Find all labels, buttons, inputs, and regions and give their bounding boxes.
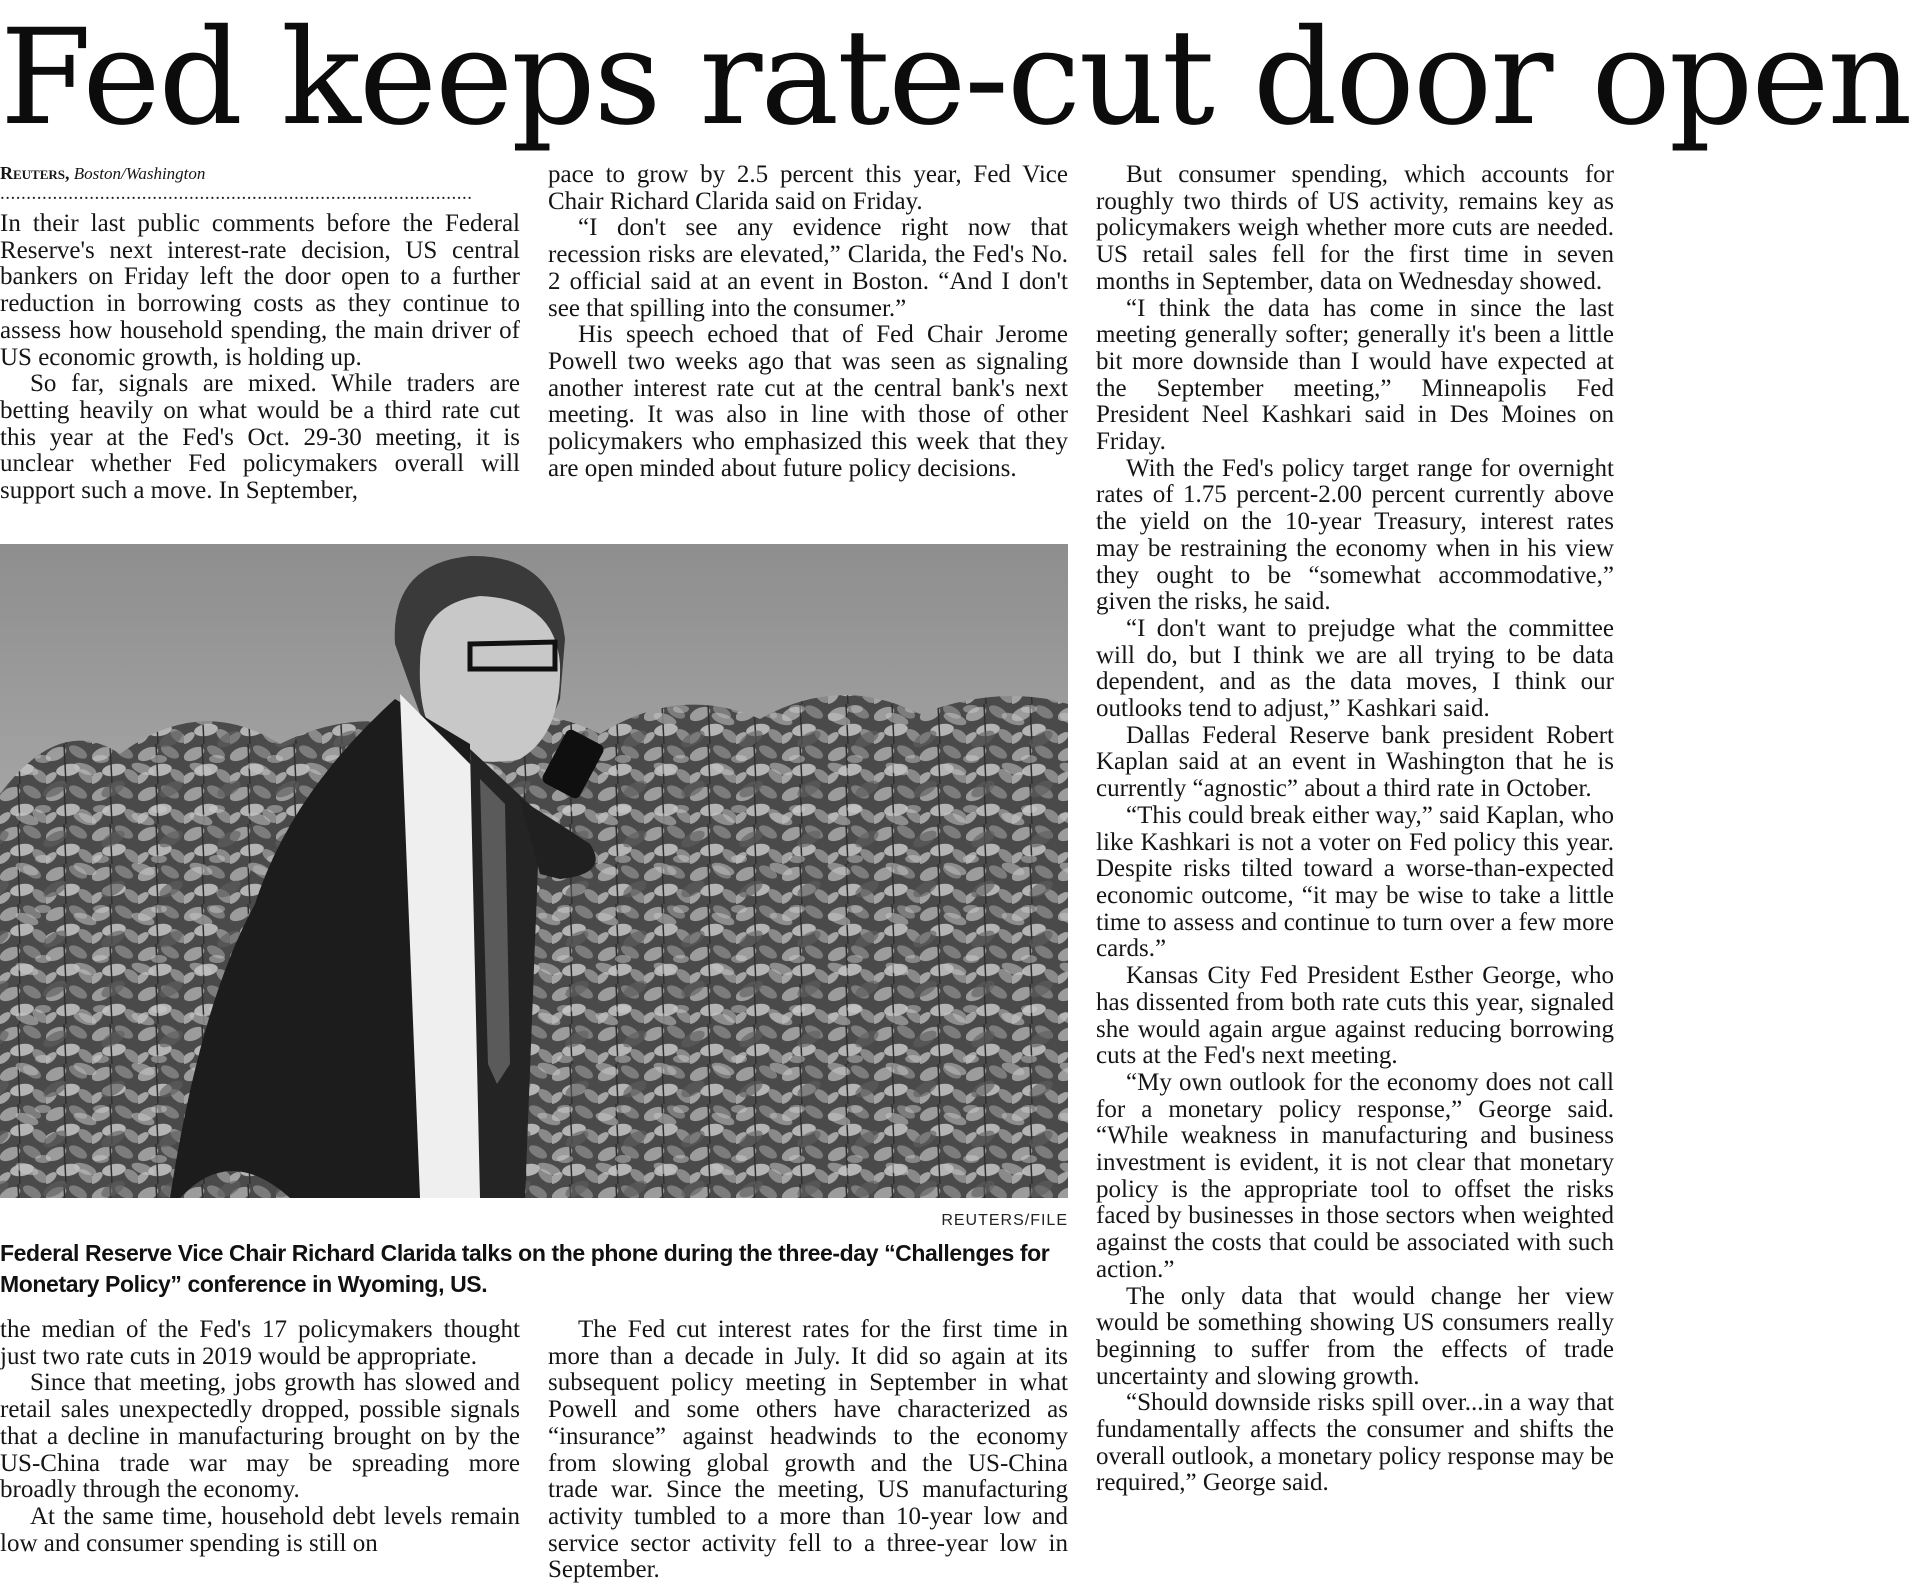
paragraph: But consumer spending, which accounts for roughly two thirds of US activity, remains key as policymakers weigh whether more cuts are needed. US retail sales fell for the first time in seven months in September, data on Wednesday showed. bbox=[1096, 161, 1614, 295]
paragraph: Since that meeting, jobs growth has slowed and retail sales unexpectedly dropped, possible signals that a decline in manufacturing brought on by the US-China trade war may be spreading more broadly through the economy. bbox=[0, 1369, 520, 1504]
article-column-2 bbox=[548, 162, 1068, 482]
paragraph: “My own outlook for the economy does not call for a monetary policy response,” George said. “While weakness in manufacturing and business investment is evident, it is not clear that monetary policy is the appropriate tool to offset the risks faced by businesses in those sectors when weighted against the costs that could be associated with such action.” bbox=[1096, 1068, 1614, 1283]
byline-agency: Reuters, bbox=[0, 163, 70, 183]
article-column-3 bbox=[1096, 162, 1614, 1497]
paragraph: “This could break either way,” said Kaplan, who like Kashkari is not a voter on Fed policy this year. Despite risks tilted toward a worse-than-expected economic outcome, “it may be wise to take a little time to assess and continue to turn over a few more cards.” bbox=[1096, 801, 1614, 963]
paragraph: At the same time, household debt levels remain low and consumer spending is still on bbox=[0, 1502, 520, 1557]
photo-credit: REUTERS/FILE bbox=[941, 1212, 1068, 1229]
news-photo bbox=[0, 544, 1068, 1198]
article-column-4 bbox=[0, 1317, 520, 1557]
paragraph: “I don't want to prejudge what the committee will do, but I think we are all trying to be data dependent, and as the data moves, I think our outlooks tend to adjust,” Kashkari said. bbox=[1096, 614, 1614, 723]
paragraph: Kansas City Fed President Esther George, who has dissented from both rate cuts this year, signaled she would again argue against reducing borrowing cuts at the Fed's next meeting. bbox=[1096, 962, 1614, 1070]
byline bbox=[0, 162, 520, 185]
article-column-5 bbox=[548, 1317, 1068, 1584]
paragraph: With the Fed's policy target range for overnight rates of 1.75 percent-2.00 percent currently above the yield on the 10-year Treasury, interest rates may be restraining the economy when in his view they ought to be “somewhat accommodative,” given the risks, he said. bbox=[1096, 454, 1614, 616]
paragraph: In their last public comments before the Federal Reserve's next interest-rate decision, US central bankers on Friday left the door open to a further reduction in borrowing costs as they continue to assess how household spending, the main driver of US economic growth, is holding up. bbox=[0, 210, 520, 371]
byline-place: Boston/Washington bbox=[73, 164, 206, 183]
article-column-1 bbox=[0, 162, 520, 505]
paragraph: The only data that would change her view would be something showing US consumers really beginning to suffer from the effects of trade uncertainty and slowing growth. bbox=[1096, 1282, 1614, 1390]
paragraph: “I think the data has come in since the last meeting generally softer; generally it's been a little bit more downside than I would have expected at the September meeting,” Minneapolis Fed President Neel Kashkari said in Des Moines on Friday. bbox=[1096, 294, 1614, 456]
paragraph: Dallas Federal Reserve bank president Robert Kaplan said at an event in Washington that he is currently “agnostic” about a third rate in October. bbox=[1096, 721, 1614, 803]
paragraph: pace to grow by 2.5 percent this year, Fed Vice Chair Richard Clarida said on Friday. bbox=[548, 161, 1068, 215]
paragraph: The Fed cut interest rates for the first time in more than a decade in July. It did so again at its subsequent policy meeting in September in what Powell and some others have characterized as “insurance” against headwinds to the economy from slowing global growth and the US-China trade war. Since the meeting, US manufacturing activity tumbled to a more than 10-year low and service sector activity fell to a three-year low in September. bbox=[548, 1316, 1068, 1584]
photo-caption: Federal Reserve Vice Chair Richard Clarida talks on the phone during the three-day “Challenges for Monetary Policy” conference in Wyoming, US. bbox=[0, 1240, 1050, 1297]
paragraph: “Should downside risks spill over...in a way that fundamentally affects the consumer and shifts the overall outlook, a monetary policy response may be required,” George said. bbox=[1096, 1389, 1614, 1497]
dotted-divider: .......................................................................................... bbox=[0, 183, 473, 204]
headline: Fed keeps rate-cut door open bbox=[0, 1, 1910, 155]
paragraph: “I don't see any evidence right now that recession risks are elevated,” Clarida, the Fed's No. 2 official said at an event in Boston. “And I don't see that spilling into the consumer.” bbox=[548, 214, 1068, 322]
paragraph: His speech echoed that of Fed Chair Jerome Powell two weeks ago that was seen as signaling another interest rate cut at the central bank's next meeting. It was also in line with those of other policymakers who emphasized this week that they are open minded about future policy decisions. bbox=[548, 321, 1068, 482]
paragraph: the median of the Fed's 17 policymakers thought just two rate cuts in 2019 would be appropriate. bbox=[0, 1316, 520, 1370]
paragraph: So far, signals are mixed. While traders are betting heavily on what would be a third rate cut this year at the Fed's Oct. 29-30 meeting, it is unclear whether Fed policymakers overall will support such a move. In September, bbox=[0, 370, 520, 505]
